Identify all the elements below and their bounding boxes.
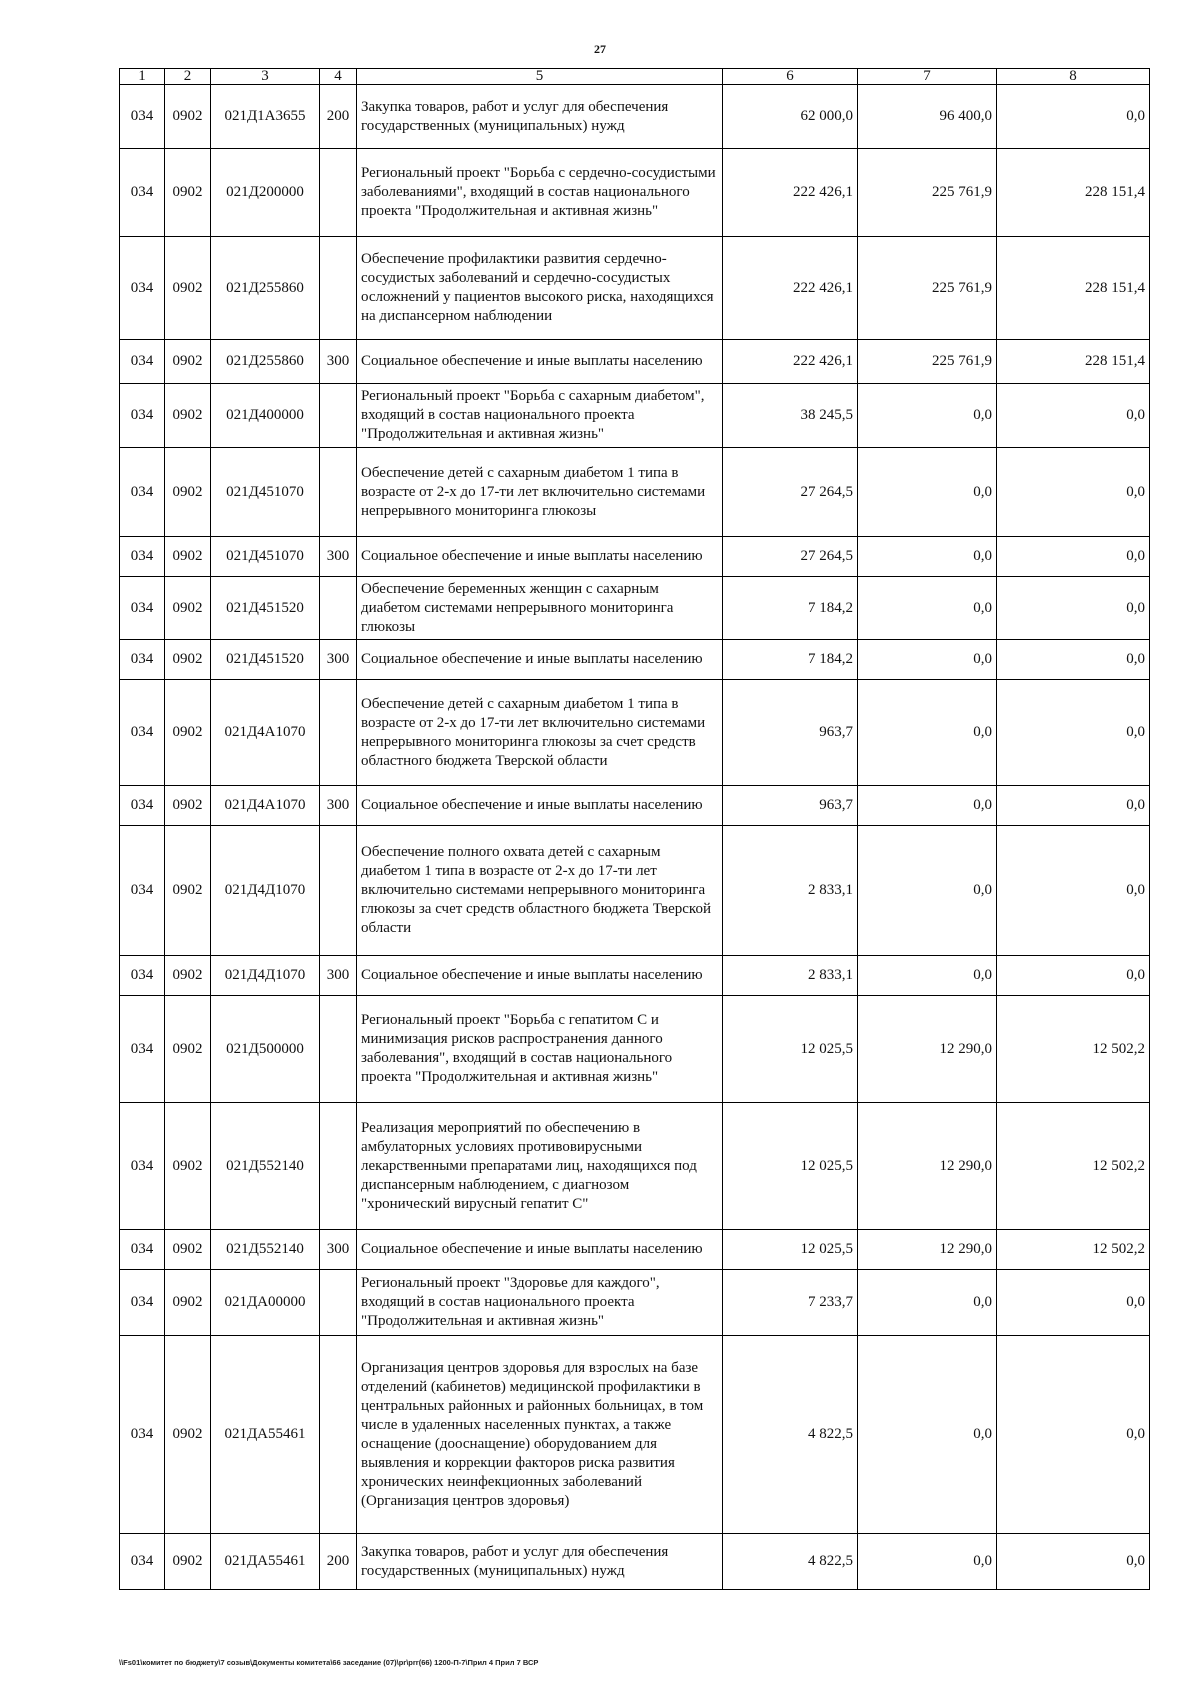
- amount-year-3: 228 151,4: [997, 340, 1150, 384]
- amount-year-3: 0,0: [997, 1534, 1150, 1590]
- target-article-code: 021Д451070: [211, 448, 320, 537]
- ministry-code: 034: [120, 680, 165, 786]
- ministry-code: 034: [120, 1103, 165, 1230]
- amount-year-1: 4 822,5: [723, 1336, 858, 1534]
- section-code: 0902: [165, 1230, 211, 1270]
- ministry-code: 034: [120, 996, 165, 1103]
- amount-year-3: 0,0: [997, 577, 1150, 640]
- amount-year-2: 225 761,9: [858, 340, 997, 384]
- amount-year-1: 62 000,0: [723, 85, 858, 149]
- amount-year-3: 12 502,2: [997, 996, 1150, 1103]
- expense-type-code: 300: [320, 786, 357, 826]
- page-number: 27: [594, 42, 606, 56]
- expense-type-code: 200: [320, 1534, 357, 1590]
- target-article-code: 021Д1А3655: [211, 85, 320, 149]
- column-header: 1: [120, 69, 165, 85]
- budget-table: [119, 68, 1150, 1590]
- amount-year-2: 12 290,0: [858, 996, 997, 1103]
- item-description: Обеспечение детей с сахарным диабетом 1 типа в возрасте от 2-х до 17-ти лет включительно системами непрерывного мониторинга глюкозы за счет средств областного бюджета Тверской области: [357, 680, 723, 786]
- expense-type-code: 200: [320, 85, 357, 149]
- column-header: 8: [997, 69, 1150, 85]
- section-code: 0902: [165, 1270, 211, 1336]
- item-description: Обеспечение детей с сахарным диабетом 1 типа в возрасте от 2-х до 17-ти лет включительно системами непрерывного мониторинга глюкозы: [357, 448, 723, 537]
- ministry-code: 034: [120, 786, 165, 826]
- ministry-code: 034: [120, 448, 165, 537]
- amount-year-3: 0,0: [997, 786, 1150, 826]
- amount-year-3: 0,0: [997, 448, 1150, 537]
- expense-type-code: [320, 680, 357, 786]
- amount-year-1: 7 233,7: [723, 1270, 858, 1336]
- amount-year-3: 0,0: [997, 1336, 1150, 1534]
- target-article-code: 021Д451520: [211, 640, 320, 680]
- table-row: [120, 996, 1150, 1103]
- amount-year-1: 963,7: [723, 786, 858, 826]
- table-row: [120, 384, 1150, 448]
- ministry-code: 034: [120, 577, 165, 640]
- expense-type-code: [320, 577, 357, 640]
- expense-type-code: [320, 448, 357, 537]
- amount-year-3: 12 502,2: [997, 1230, 1150, 1270]
- target-article-code: 021Д451070: [211, 537, 320, 577]
- column-header: 2: [165, 69, 211, 85]
- ministry-code: 034: [120, 340, 165, 384]
- amount-year-3: 0,0: [997, 956, 1150, 996]
- expense-type-code: [320, 996, 357, 1103]
- section-code: 0902: [165, 680, 211, 786]
- amount-year-1: 2 833,1: [723, 826, 858, 956]
- table-row: [120, 680, 1150, 786]
- ministry-code: 034: [120, 237, 165, 340]
- target-article-code: 021Д552140: [211, 1103, 320, 1230]
- section-code: 0902: [165, 149, 211, 237]
- column-header: 3: [211, 69, 320, 85]
- expense-type-code: [320, 826, 357, 956]
- section-code: 0902: [165, 996, 211, 1103]
- target-article-code: 021ДА55461: [211, 1534, 320, 1590]
- item-description: Социальное обеспечение и иные выплаты населению: [357, 1230, 723, 1270]
- amount-year-3: 0,0: [997, 826, 1150, 956]
- item-description: Региональный проект "Борьба с сахарным диабетом", входящий в состав национального проекта "Продолжительная и активная жизнь": [357, 384, 723, 448]
- amount-year-3: 0,0: [997, 384, 1150, 448]
- target-article-code: 021Д4Д1070: [211, 956, 320, 996]
- expense-type-code: 300: [320, 340, 357, 384]
- target-article-code: 021Д255860: [211, 340, 320, 384]
- target-article-code: 021Д255860: [211, 237, 320, 340]
- expense-type-code: [320, 149, 357, 237]
- amount-year-2: 96 400,0: [858, 85, 997, 149]
- section-code: 0902: [165, 786, 211, 826]
- column-header: 4: [320, 69, 357, 85]
- section-code: 0902: [165, 384, 211, 448]
- ministry-code: 034: [120, 1336, 165, 1534]
- table-row: [120, 786, 1150, 826]
- amount-year-2: 0,0: [858, 1270, 997, 1336]
- amount-year-3: 228 151,4: [997, 149, 1150, 237]
- amount-year-1: 963,7: [723, 680, 858, 786]
- amount-year-2: 0,0: [858, 680, 997, 786]
- section-code: 0902: [165, 577, 211, 640]
- amount-year-1: 7 184,2: [723, 640, 858, 680]
- amount-year-1: 222 426,1: [723, 149, 858, 237]
- amount-year-3: 0,0: [997, 680, 1150, 786]
- table-row: [120, 1534, 1150, 1590]
- amount-year-1: 7 184,2: [723, 577, 858, 640]
- amount-year-2: 0,0: [858, 956, 997, 996]
- amount-year-2: 0,0: [858, 640, 997, 680]
- target-article-code: 021Д451520: [211, 577, 320, 640]
- expense-type-code: [320, 1270, 357, 1336]
- table-row: [120, 448, 1150, 537]
- column-header: 6: [723, 69, 858, 85]
- target-article-code: 021Д4Д1070: [211, 826, 320, 956]
- expense-type-code: [320, 237, 357, 340]
- amount-year-2: 12 290,0: [858, 1230, 997, 1270]
- amount-year-1: 38 245,5: [723, 384, 858, 448]
- table-row: [120, 85, 1150, 149]
- table-row: [120, 577, 1150, 640]
- section-code: 0902: [165, 826, 211, 956]
- amount-year-1: 12 025,5: [723, 996, 858, 1103]
- ministry-code: 034: [120, 537, 165, 577]
- column-header: 7: [858, 69, 997, 85]
- section-code: 0902: [165, 956, 211, 996]
- item-description: Социальное обеспечение и иные выплаты населению: [357, 537, 723, 577]
- amount-year-1: 2 833,1: [723, 956, 858, 996]
- table-row: [120, 537, 1150, 577]
- table-row: [120, 640, 1150, 680]
- target-article-code: 021Д400000: [211, 384, 320, 448]
- ministry-code: 034: [120, 956, 165, 996]
- section-code: 0902: [165, 85, 211, 149]
- amount-year-3: 0,0: [997, 1270, 1150, 1336]
- ministry-code: 034: [120, 1270, 165, 1336]
- table-row: [120, 1336, 1150, 1534]
- amount-year-2: 0,0: [858, 1336, 997, 1534]
- amount-year-3: 0,0: [997, 640, 1150, 680]
- expense-type-code: [320, 1336, 357, 1534]
- item-description: Региональный проект "Здоровье для каждого", входящий в состав национального проекта "Продолжительная и активная жизнь": [357, 1270, 723, 1336]
- amount-year-1: 27 264,5: [723, 537, 858, 577]
- expense-type-code: [320, 384, 357, 448]
- amount-year-1: 12 025,5: [723, 1103, 858, 1230]
- amount-year-1: 27 264,5: [723, 448, 858, 537]
- table-row: [120, 1103, 1150, 1230]
- amount-year-2: 0,0: [858, 448, 997, 537]
- item-description: Закупка товаров, работ и услуг для обеспечения государственных (муниципальных) нужд: [357, 85, 723, 149]
- target-article-code: 021Д4А1070: [211, 786, 320, 826]
- item-description: Реализация мероприятий по обеспечению в амбулаторных условиях противовирусными лекарственными препаратами лиц, находящихся под диспансерным наблюдением, с диагнозом "хронический вирусный гепатит С": [357, 1103, 723, 1230]
- amount-year-1: 4 822,5: [723, 1534, 858, 1590]
- table-row: [120, 956, 1150, 996]
- target-article-code: 021ДА55461: [211, 1336, 320, 1534]
- amount-year-2: 0,0: [858, 786, 997, 826]
- amount-year-3: 0,0: [997, 537, 1150, 577]
- target-article-code: 021Д4А1070: [211, 680, 320, 786]
- amount-year-1: 12 025,5: [723, 1230, 858, 1270]
- target-article-code: 021ДА00000: [211, 1270, 320, 1336]
- ministry-code: 034: [120, 826, 165, 956]
- section-code: 0902: [165, 1534, 211, 1590]
- amount-year-2: 0,0: [858, 826, 997, 956]
- item-description: Социальное обеспечение и иные выплаты населению: [357, 786, 723, 826]
- amount-year-2: 225 761,9: [858, 149, 997, 237]
- amount-year-2: 0,0: [858, 1534, 997, 1590]
- section-code: 0902: [165, 237, 211, 340]
- amount-year-2: 0,0: [858, 537, 997, 577]
- ministry-code: 034: [120, 640, 165, 680]
- table-row: [120, 1230, 1150, 1270]
- item-description: Социальное обеспечение и иные выплаты населению: [357, 340, 723, 384]
- item-description: Региональный проект "Борьба с гепатитом С и минимизация рисков распространения данного заболевания", входящий в состав национального проекта "Продолжительная и активная жизнь": [357, 996, 723, 1103]
- item-description: Обеспечение беременных женщин с сахарным диабетом системами непрерывного мониторинга глюкозы: [357, 577, 723, 640]
- table-row: [120, 237, 1150, 340]
- target-article-code: 021Д552140: [211, 1230, 320, 1270]
- expense-type-code: 300: [320, 1230, 357, 1270]
- amount-year-3: 12 502,2: [997, 1103, 1150, 1230]
- ministry-code: 034: [120, 149, 165, 237]
- ministry-code: 034: [120, 384, 165, 448]
- item-description: Социальное обеспечение и иные выплаты населению: [357, 956, 723, 996]
- amount-year-2: 12 290,0: [858, 1103, 997, 1230]
- amount-year-1: 222 426,1: [723, 340, 858, 384]
- table-row: [120, 340, 1150, 384]
- table-row: [120, 149, 1150, 237]
- item-description: Закупка товаров, работ и услуг для обеспечения государственных (муниципальных) нужд: [357, 1534, 723, 1590]
- amount-year-1: 222 426,1: [723, 237, 858, 340]
- table-row: [120, 1270, 1150, 1336]
- amount-year-2: 225 761,9: [858, 237, 997, 340]
- item-description: Обеспечение полного охвата детей с сахарным диабетом 1 типа в возрасте от 2-х до 17-ти лет включительно системами непрерывного мониторинга глюкозы за счет средств областного бюджета Тверской области: [357, 826, 723, 956]
- item-description: Обеспечение профилактики развития сердечно-сосудистых заболеваний и сердечно-сосудистых осложнений у пациентов высокого риска, находящихся на диспансерном наблюдении: [357, 237, 723, 340]
- section-code: 0902: [165, 340, 211, 384]
- section-code: 0902: [165, 448, 211, 537]
- ministry-code: 034: [120, 1230, 165, 1270]
- section-code: 0902: [165, 640, 211, 680]
- ministry-code: 034: [120, 1534, 165, 1590]
- section-code: 0902: [165, 1336, 211, 1534]
- expense-type-code: [320, 1103, 357, 1230]
- target-article-code: 021Д500000: [211, 996, 320, 1103]
- item-description: Социальное обеспечение и иные выплаты населению: [357, 640, 723, 680]
- item-description: Организация центров здоровья для взрослых на базе отделений (кабинетов) медицинской профилактики в центральных районных и районных больницах, в том числе в удаленных населенных пунктах, а также оснащение (дооснащение) оборудованием для выявления и коррекции факторов риска развития хронических неинфекционных заболеваний (Организация центров здоровья): [357, 1336, 723, 1534]
- target-article-code: 021Д200000: [211, 149, 320, 237]
- item-description: Региональный проект "Борьба с сердечно-сосудистыми заболеваниями", входящий в состав национального проекта "Продолжительная и активная жизнь": [357, 149, 723, 237]
- ministry-code: 034: [120, 85, 165, 149]
- table-row: [120, 826, 1150, 956]
- file-path-footer: \\Fs01\комитет по бюджету\7 созыв\Документы комитета\66 заседание (07)\pr\prr(66) 1200-П-7\Прил 4 Прил 7 ВСР: [119, 1658, 539, 1667]
- amount-year-2: 0,0: [858, 577, 997, 640]
- amount-year-3: 0,0: [997, 85, 1150, 149]
- section-code: 0902: [165, 1103, 211, 1230]
- column-number-row: [120, 69, 1150, 85]
- expense-type-code: 300: [320, 956, 357, 996]
- column-header: 5: [357, 69, 723, 85]
- section-code: 0902: [165, 537, 211, 577]
- amount-year-2: 0,0: [858, 384, 997, 448]
- amount-year-3: 228 151,4: [997, 237, 1150, 340]
- expense-type-code: 300: [320, 537, 357, 577]
- expense-type-code: 300: [320, 640, 357, 680]
